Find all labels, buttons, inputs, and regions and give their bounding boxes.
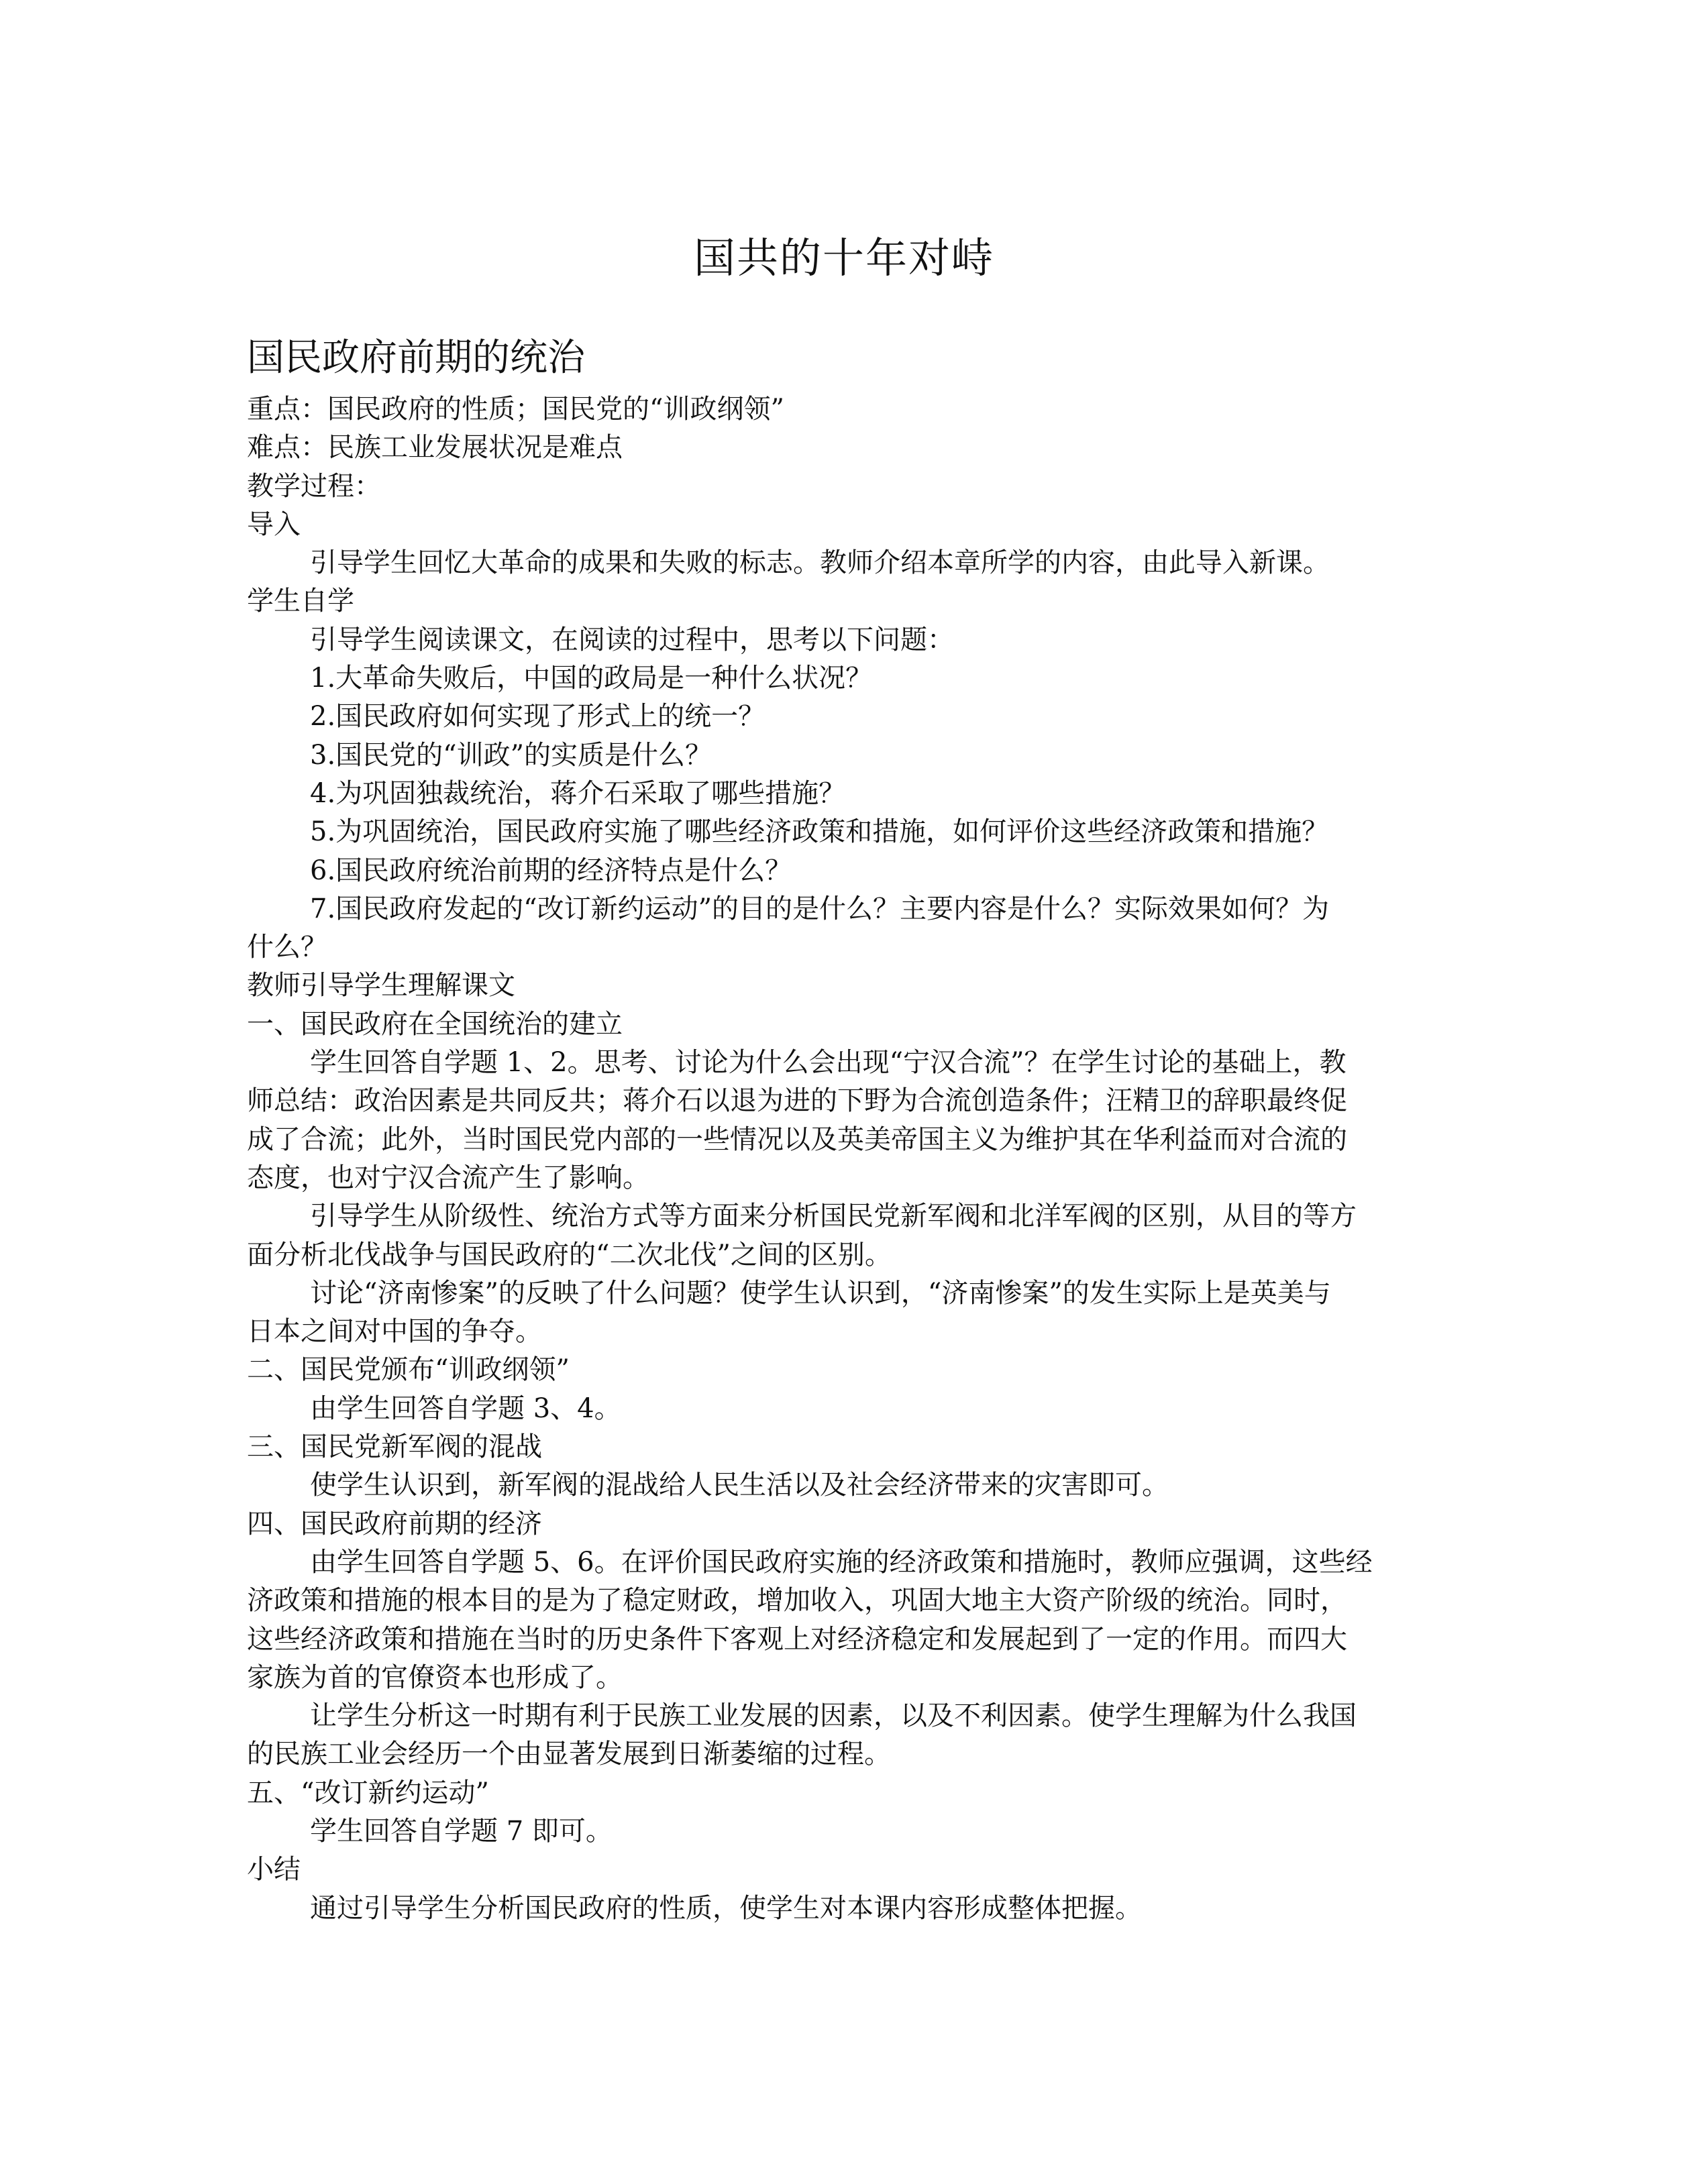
paragraph-line: 日本之间对中国的争夺。 (247, 1316, 542, 1348)
paragraph-line: 济政策和措施的根本目的是为了稳定财政，增加收入，巩固大地主大资产阶级的统治。同时， (247, 1585, 1347, 1617)
paragraph-line: 的民族工业会经历一个由显著发展到日渐萎缩的过程。 (247, 1739, 891, 1770)
key-point: 重点：国民政府的性质；国民党的“训政纲领” (247, 394, 784, 425)
section-2-heading: 二、国民党颁布“训政纲领” (247, 1354, 570, 1386)
section-5-heading: 五、“改订新约运动” (247, 1777, 489, 1808)
question-item: 3.国民党的“训政”的实质是什么？ (310, 739, 713, 771)
paragraph-line: 成了合流；此外，当时国民党内部的一些情况以及英美帝国主义为维护其在华利益而对合流的 (247, 1124, 1347, 1155)
question-item: 6.国民政府统治前期的经济特点是什么？ (310, 855, 792, 886)
question-item-7-line1: 7.国民政府发起的“改订新约运动”的目的是什么？主要内容是什么？实际效果如何？为 (310, 893, 1330, 924)
intro-heading: 导入 (247, 508, 301, 540)
paragraph-line: 这些经济政策和措施在当时的历史条件下客观上对经济稳定和发展起到了一定的作用。而四大 (247, 1623, 1347, 1655)
section-3-heading: 三、国民党新军阀的混战 (247, 1431, 542, 1463)
paragraph-line: 面分析北伐战争与国民政府的“二次北伐”之间的区别。 (247, 1239, 892, 1270)
paragraph-line: 学生回答自学题 7 即可。 (310, 1815, 613, 1847)
self-study-lead: 引导学生阅读课文，在阅读的过程中，思考以下问题： (310, 624, 954, 655)
summary-text: 通过引导学生分析国民政府的性质，使学生对本课内容形成整体把握。 (310, 1892, 1142, 1924)
paragraph-line: 讨论“济南惨案”的反映了什么问题？使学生认识到，“济南惨案”的发生实际上是英美与 (310, 1277, 1331, 1309)
question-item-7-line2: 什么？ (247, 932, 327, 963)
paragraph-line: 由学生回答自学题 3、4。 (310, 1393, 621, 1424)
self-study-heading: 学生自学 (247, 586, 354, 617)
section-title: 国民政府前期的统治 (247, 336, 585, 380)
section-1-heading: 一、国民政府在全国统治的建立 (247, 1008, 623, 1040)
paragraph-line: 学生回答自学题 1、2。思考、讨论为什么会出现“宁汉合流”？在学生讨论的基础上，教 (310, 1047, 1347, 1079)
document-body (247, 390, 1441, 1928)
process-label: 教学过程： (247, 470, 381, 502)
intro-text: 引导学生回忆大革命的成果和失败的标志。教师介绍本章所学的内容，由此导入新课。 (310, 547, 1330, 579)
section-4-heading: 四、国民政府前期的经济 (247, 1508, 542, 1539)
paragraph-line: 使学生认识到，新军阀的混战给人民生活以及社会经济带来的灾害即可。 (310, 1470, 1169, 1501)
question-item: 4.为巩固独裁统治，蒋介石采取了哪些措施？ (310, 777, 846, 809)
guide-heading: 教师引导学生理解课文 (247, 970, 515, 1001)
paragraph-line: 师总结：政治因素是共同反共；蒋介石以退为进的下野为合流创造条件；汪精卫的辞职最终促 (247, 1085, 1347, 1117)
document-title: 国共的十年对峙 (693, 233, 994, 282)
question-item: 1.大革命失败后，中国的政局是一种什么状况？ (310, 663, 873, 694)
difficulty-point: 难点：民族工业发展状况是难点 (247, 432, 623, 463)
paragraph-line: 引导学生从阶级性、统治方式等方面来分析国民党新军阀和北洋军阀的区别，从目的等方 (310, 1201, 1357, 1232)
paragraph-line: 态度，也对宁汉合流产生了影响。 (247, 1162, 649, 1193)
paragraph-line: 由学生回答自学题 5、6。在评价国民政府实施的经济政策和措施时，教师应强调，这些经 (310, 1546, 1373, 1578)
paragraph-line: 家族为首的官僚资本也形成了。 (247, 1661, 623, 1693)
summary-heading: 小结 (247, 1854, 301, 1886)
question-item: 5.为巩固统治，国民政府实施了哪些经济政策和措施，如何评价这些经济政策和措施？ (310, 816, 1329, 848)
question-item: 2.国民政府如何实现了形式上的统一？ (310, 701, 766, 732)
paragraph-line: 让学生分析这一时期有利于民族工业发展的因素，以及不利因素。使学生理解为什么我国 (310, 1700, 1357, 1732)
